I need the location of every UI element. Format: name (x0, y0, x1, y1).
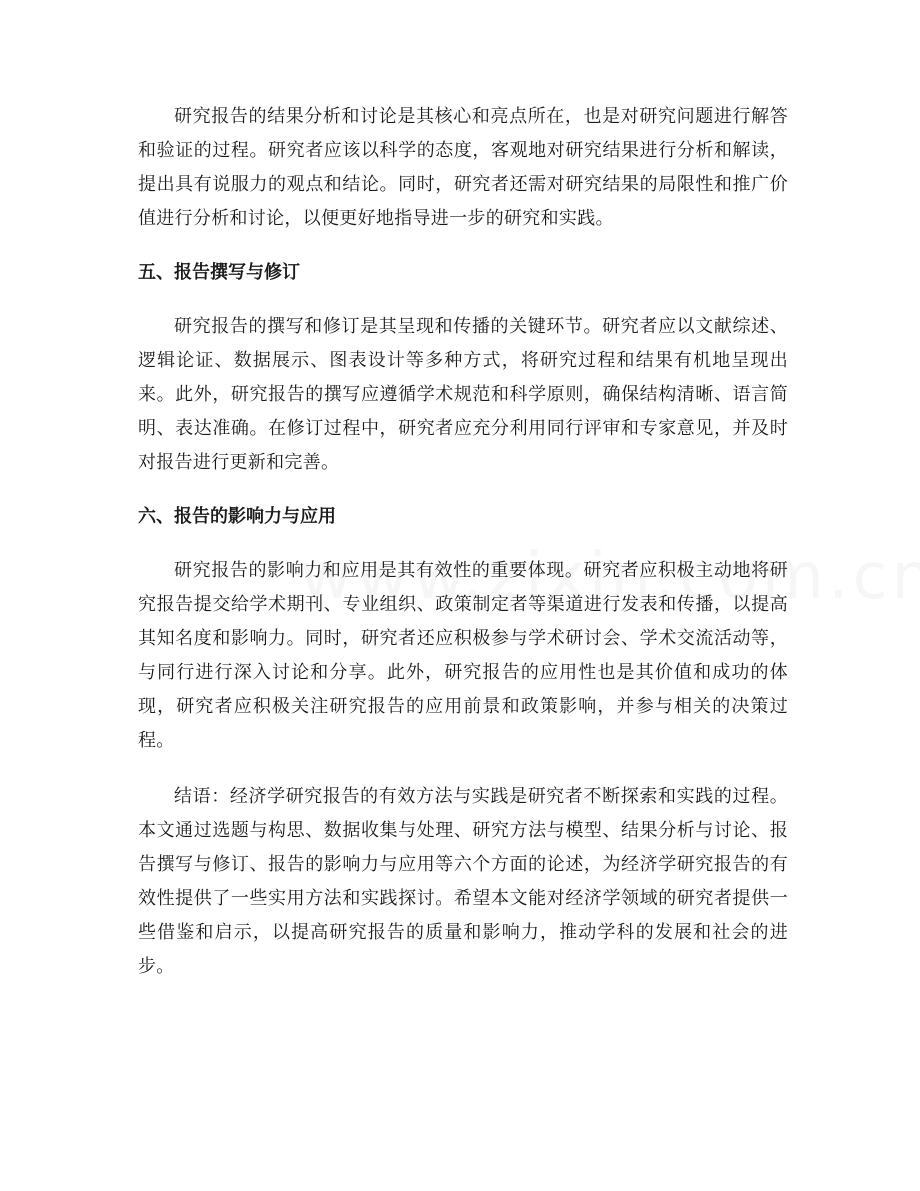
section-6-heading: 六、报告的影响力与应用 (138, 506, 336, 527)
section-5-paragraph: 研究报告的撰写和修订是其呈现和传播的关键环节。研究者应以文献综述、逻辑论证、数据展示、图表设计等多种方式，将研究过程和结果有机地呈现出来。此外，研究报告的撰写应遵循学术规范和科学原则，确保结构清晰、语言简明、表达准确。在修订过程中，研究者应充分利用同行评审和专家意见，并及时对报告进行更新和完善。 (138, 316, 788, 473)
section-5-heading: 五、报告撰写与修订 (138, 262, 300, 283)
document-page (138, 100, 788, 984)
section-6-paragraph: 研究报告的影响力和应用是其有效性的重要体现。研究者应积极主动地将研究报告提交给学术期刊、专业组织、政策制定者等渠道进行发表和传播，以提高其知名度和影响力。同时，研究者还应积极参与学术研讨会、学术交流活动等，与同行进行深入讨论和分享。此外，研究报告的应用性也是其价值和成功的体现，研究者应积极关注研究报告的应用前景和政策影响，并参与相关的决策过程。 (138, 560, 788, 751)
intro-paragraph: 研究报告的结果分析和讨论是其核心和亮点所在，也是对研究问题进行解答和验证的过程。研究者应该以科学的态度，客观地对研究结果进行分析和解读，提出具有说服力的观点和结论。同时，研究者还需对研究结果的局限性和推广价值进行分析和讨论，以便更好地指导进一步的研究和实践。 (138, 106, 788, 229)
conclusion-paragraph: 结语：经济学研究报告的有效方法与实践是研究者不断探索和实践的过程。本文通过选题与构思、数据收集与处理、研究方法与模型、结果分析与讨论、报告撰写与修订、报告的影响力与应用等六个方面的论述，为经济学研究报告的有效性提供了一些实用方法和实践探讨。希望本文能对经济学领域的研究者提供一些借鉴和启示，以提高研究报告的质量和影响力，推动学科的发展和社会的进步。 (138, 786, 788, 977)
